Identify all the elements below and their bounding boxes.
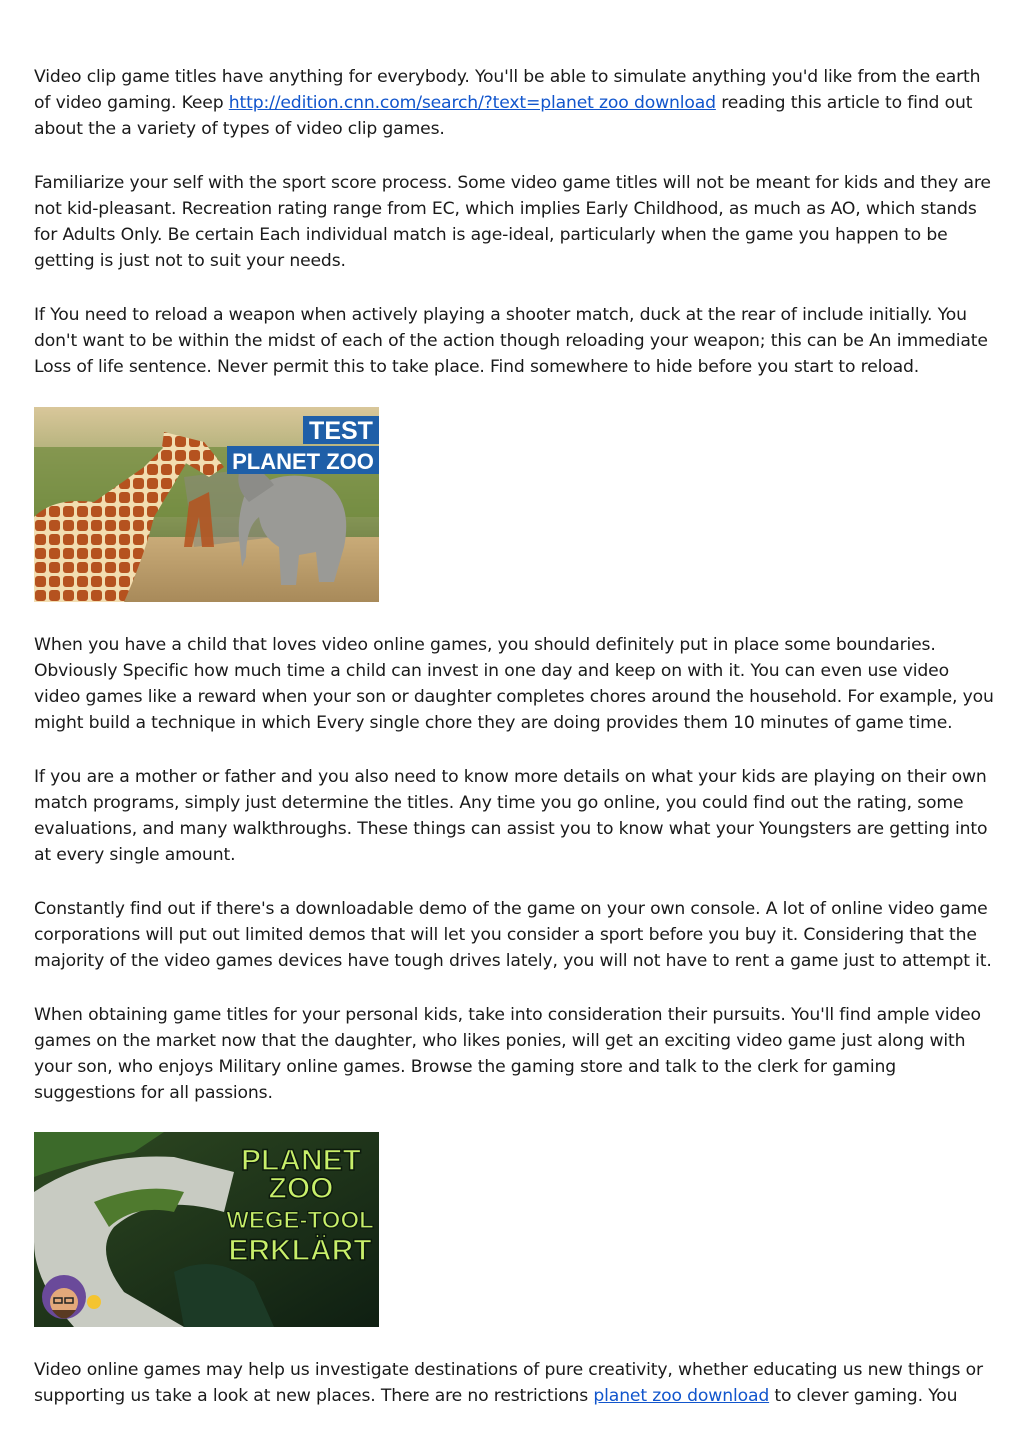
planet-zoo-download-link[interactable]: planet zoo download [593, 1386, 770, 1406]
img2-title-planet: PLANET [241, 1144, 361, 1177]
img2-title-zoo: ZOO [268, 1172, 334, 1205]
paragraph-text: to clever gaming. You [769, 1386, 958, 1406]
paragraph-parents: If you are a mother or father and you also need to know more details on what your kids are playing on their own match programs, simply just determine the titles. Any time you go online, you could find out the rating, some evaluations, and many walkthroughs. These things can assist you to know what your Youngsters are getting into at every single amount. [34, 767, 988, 865]
paragraph-demo: Constantly find out if there's a downloadable demo of the game on your own console. A lot of online video game corporations will put out limited demos that will let you consider a sport before you buy it. Considering that the majority of the video games devices have tough drives lately, you will not have to rent a game just to attempt it. [34, 899, 992, 971]
paragraph-ratings: Familiarize your self with the sport score process. Some video game titles will not be meant for kids and they are not kid-pleasant. Recreation rating range from EC, which implies Early Childhood, as much as AO, which stands for Adults Only. Be certain Each individual match is age-ideal, particularly when the game you happen to be getting is just not to suit your needs. [34, 173, 991, 271]
planet-zoo-test-image [34, 407, 379, 602]
planet-zoo-wege-tool-image [34, 1132, 379, 1327]
paragraph-text: reading this article to find out about the a variety of types of video clip games. [34, 93, 973, 139]
paragraph-pursuits: When obtaining game titles for your personal kids, take into consideration their pursuits. You'll find ample video games on the market now that the daughter, who likes ponies, will get an exciting video game just along with your son, who enjoys Military online games. Browse the gaming store and talk to the clerk for gaming suggestions for all passions. [34, 1005, 981, 1103]
img2-title-erklaert: ERKLÄRT [228, 1234, 372, 1267]
paragraph-boundaries: When you have a child that loves video online games, you should definitely put in place some boundaries. Obviously Specific how much time a child can invest in one day and keep on with it. You can even use video video games like a reward when your son or daughter completes chores around the household. For example, you might build a technique in which Every single chore they are doing provides them 10 minutes of game time. [34, 635, 994, 733]
paragraph-text: Video online games may help us investigate destinations of pure creativity, whether educating us new things or supporting us take a look at new places. There are no restrictions [34, 1360, 983, 1406]
paragraph-text: Video clip game titles have anything for everybody. You'll be able to simulate anything you'd like from the earth of video gaming. Keep [34, 67, 981, 113]
img2-title-wege-tool: WEGE-TOOL [226, 1207, 374, 1234]
img1-title-test: TEST [309, 417, 373, 445]
img1-title-planet-zoo: PLANET ZOO [232, 449, 374, 474]
paragraph-reload: If You need to reload a weapon when actively playing a shooter match, duck at the rear of include initially. You don't want to be within the midst of each of the action though reloading your weapon; this can be An immediate Loss of life sentence. Never permit this to take place. Find somewhere to hide before you start to reload. [34, 305, 988, 377]
cnn-search-link[interactable]: http://edition.cnn.com/search/?text=planet zoo download [228, 93, 716, 113]
paragraph-creativity [34, 1357, 996, 1409]
paragraph-intro [34, 64, 996, 142]
